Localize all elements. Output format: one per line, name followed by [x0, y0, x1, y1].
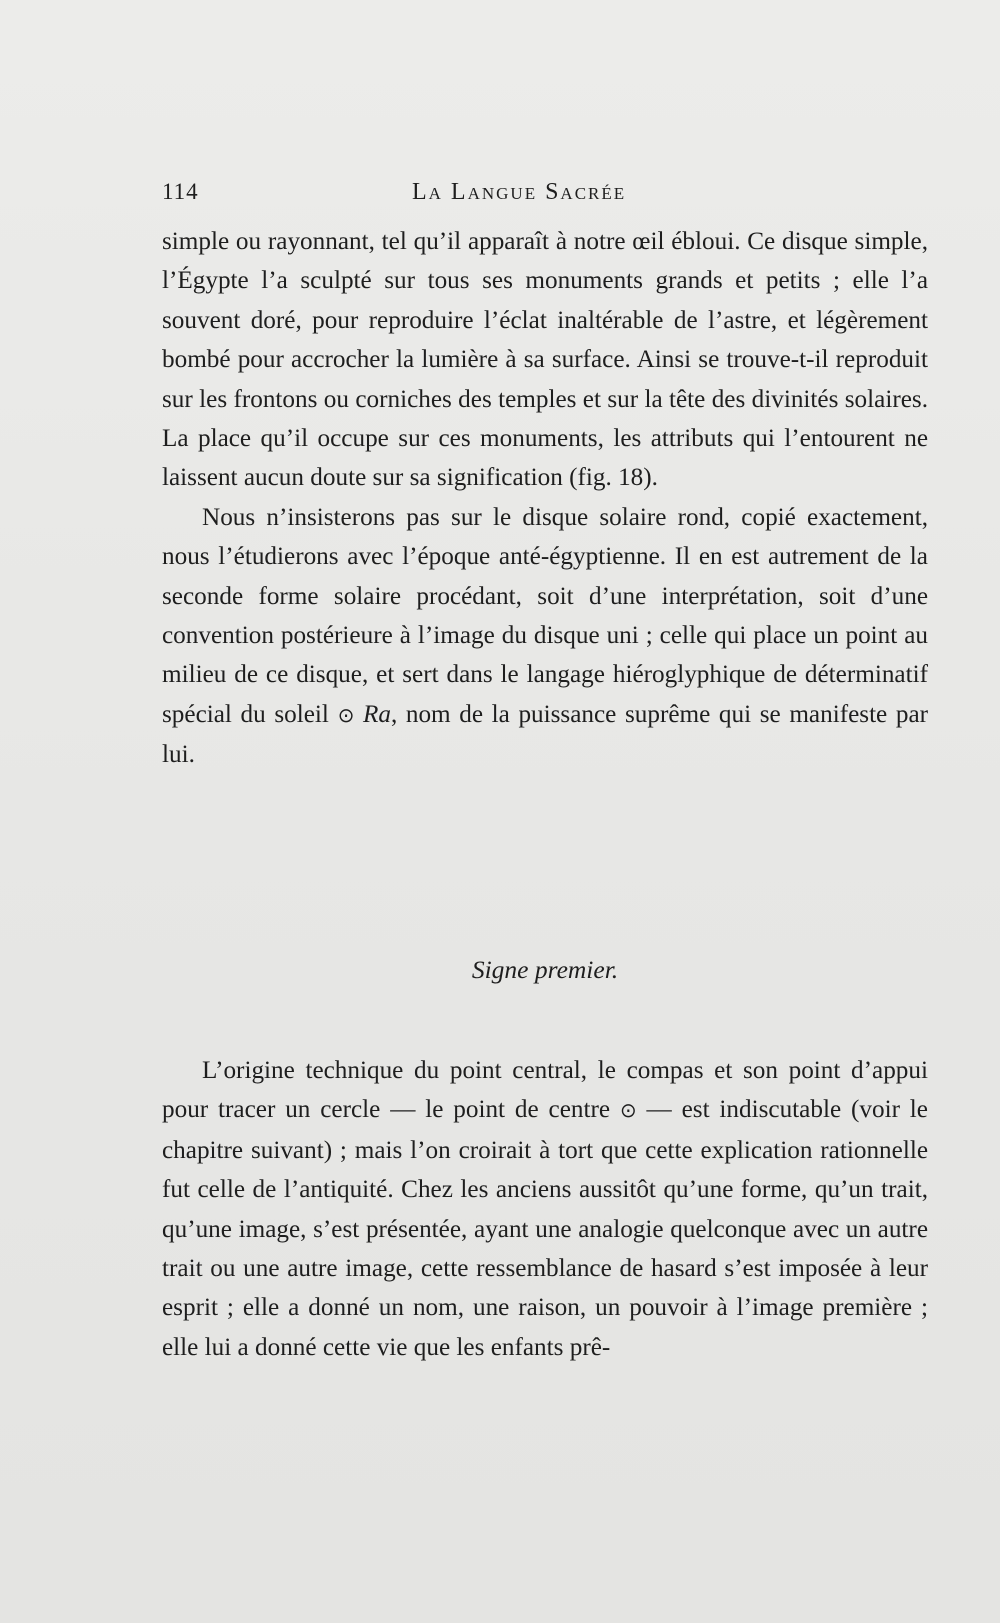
page-number: 114 [162, 179, 199, 204]
paragraph-3-ending: — est indiscutable (voir le chapitre suivant) ; mais l’on croirait à tort que cette explication rationnelle fut celle de l’antiquité. Chez les anciens aussitôt qu’une forme, qu’un trait, qu’une image, s’est présentée, ayant une analogie quelconque avec un autre trait ou une autre image, cette ressemblance de hasard s’est imposée à leur esprit ; elle a donné un nom, une raison, un pouvoir à l’image première ; elle lui a donné cette vie que les enfants prê- [162, 1096, 928, 1361]
paragraph-1: simple ou rayonnant, tel qu’il apparaît à notre œil ébloui. Ce disque simple, l’Égypte l’a sculpté sur tous ses monuments grands et petits ; elle l’a souvent doré, pour reproduire l’éclat inaltérable de l’astre, et légèrement bombé pour accrocher la lumière à sa surface. Ainsi se trouve-t-il reproduit sur les frontons ou corniches des temples et sur la tête des divinités solaires. La place qu’il occupe sur ces monuments, les attributs qui l’entourent ne laissent aucun doute sur sa signification (fig. 18). [162, 228, 928, 492]
page-header [162, 176, 922, 208]
paragraph-3 [162, 1051, 928, 1367]
paragraph-3-text: L’origine technique du point central, le compas et son point d’appui pour tracer un cercle — le point de centre [162, 1057, 928, 1124]
section-heading: Signe premier. [471, 955, 619, 984]
paragraph-2-ending: , nom de la puissance suprême qui se manifeste par lui. [162, 700, 929, 769]
paragraph-2 [162, 498, 928, 775]
ra-name: Ra [362, 700, 391, 728]
body-text-lower [162, 1051, 928, 1367]
running-title: La Langue Sacrée [412, 179, 627, 205]
body-text-upper [162, 222, 928, 775]
center-point-glyph-icon: ⊙ [619, 1098, 637, 1123]
sun-disk-glyph-icon: ⊙ [337, 702, 355, 727]
paragraph-2-text: Nous n’insisterons pas sur le disque solaire rond, copié exactement, nous l’étudierons avec l’époque anté-égyptienne. Il en est autrement de la seconde forme solaire procédant, soit d’une interprétation, soit d’une convention postérieure à l’image du disque uni ; celle qui place un point au milieu de ce disque, et sert dans le langage hiéroglyphique de déterminatif spécial du soleil [162, 503, 928, 728]
